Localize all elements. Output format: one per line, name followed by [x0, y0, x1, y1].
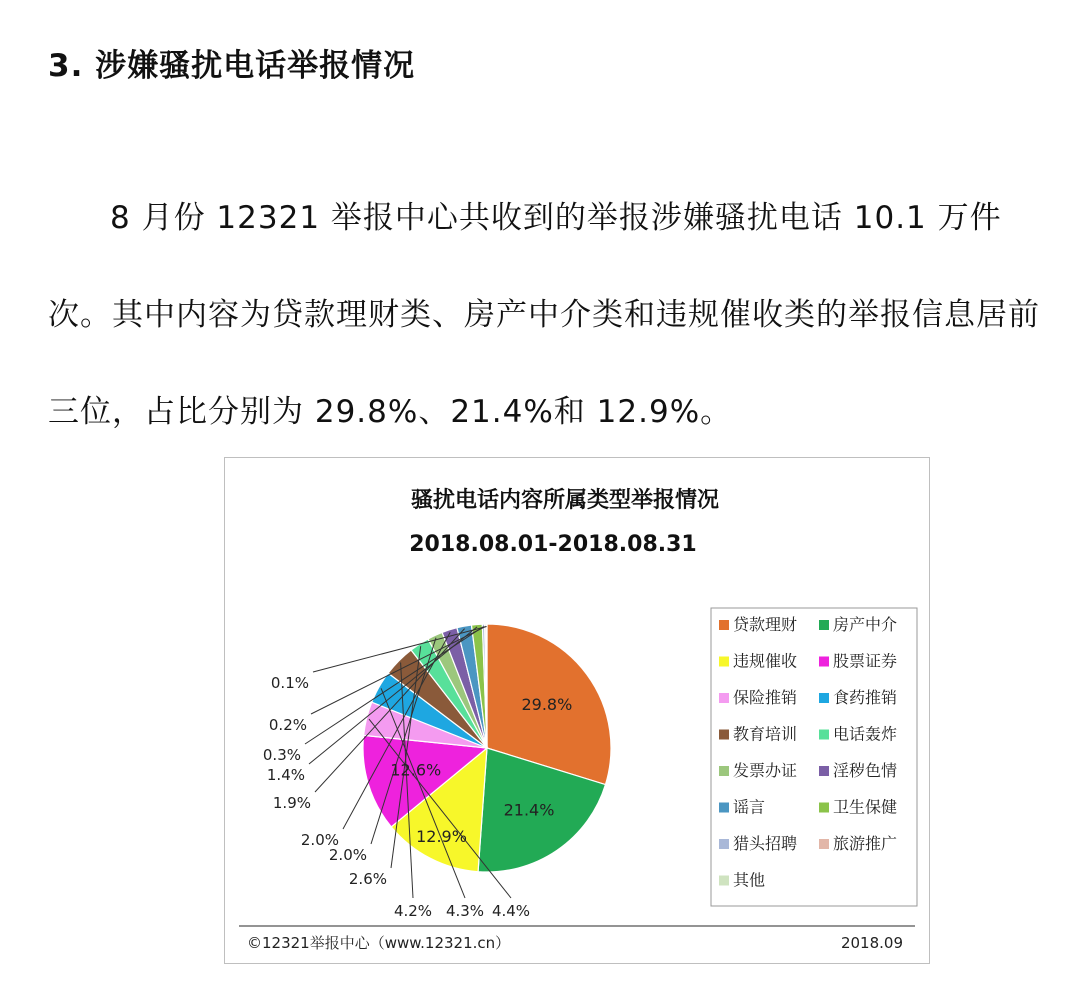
- summary-paragraph: 8 月份 12321 举报中心共收到的举报涉嫌骚扰电话 10.1 万件次。其中内容为贷款理财类、房产中介类和违规催收类的举报信息居前三位，占比分别为 29.8%、21.4%和 12.9%。: [48, 200, 1040, 430]
- chart-legend: [711, 608, 917, 906]
- legend-swatch: [719, 803, 729, 813]
- chart-footer-source: ©12321举报中心（www.12321.cn）: [247, 934, 511, 952]
- legend-label: 其他: [733, 870, 766, 890]
- slice-label: 2.0%: [300, 831, 339, 849]
- legend-swatch: [819, 657, 829, 667]
- slice-label: 29.8%: [521, 694, 573, 714]
- legend-swatch: [719, 730, 729, 740]
- legend-label: 保险推销: [733, 688, 798, 707]
- pie-chart: [225, 458, 929, 963]
- pie-chart-panel: [224, 457, 930, 964]
- pie-slices: [363, 624, 611, 872]
- legend-label: 股票证券: [833, 651, 898, 671]
- legend-label: 食药推销: [833, 688, 898, 707]
- slice-label: 0.3%: [262, 746, 301, 764]
- slice-label: 2.6%: [348, 870, 387, 888]
- legend-label: 谣言: [733, 797, 766, 817]
- legend-label: 旅游推广: [833, 834, 898, 853]
- section-heading: 3. 涉嫌骚扰电话举报情况: [48, 48, 416, 84]
- legend-label: 卫生保健: [833, 797, 898, 817]
- legend-label: 猎头招聘: [733, 834, 798, 853]
- pie-slice: [486, 624, 487, 748]
- legend-label: 淫秽色情: [833, 761, 898, 780]
- legend-label: 发票办证: [733, 761, 798, 780]
- legend-swatch: [719, 839, 729, 849]
- legend-swatch: [819, 839, 829, 849]
- chart-footer-date: 2018.09: [840, 934, 903, 952]
- legend-swatch: [819, 693, 829, 703]
- legend-label: 违规催收: [733, 651, 798, 671]
- legend-label: 贷款理财: [733, 615, 798, 634]
- slice-label: 1.4%: [266, 766, 305, 784]
- slice-label: 4.2%: [393, 902, 433, 920]
- legend-swatch: [719, 620, 729, 630]
- slice-label: 1.9%: [272, 794, 311, 812]
- slice-label: 4.4%: [491, 902, 531, 920]
- legend-swatch: [719, 766, 729, 776]
- legend-label: 教育培训: [733, 724, 798, 744]
- chart-subtitle: 2018.08.01-2018.08.31: [409, 532, 697, 557]
- slice-label: 0.1%: [270, 674, 309, 692]
- slice-label: 12.9%: [416, 827, 467, 847]
- slice-label: 4.3%: [445, 902, 485, 920]
- slice-label: 12.6%: [390, 760, 442, 780]
- legend-swatch: [719, 693, 729, 703]
- legend-swatch: [719, 657, 729, 667]
- slice-label: 21.4%: [503, 800, 555, 820]
- legend-swatch: [819, 766, 829, 776]
- legend-swatch: [819, 730, 829, 740]
- legend-swatch: [719, 876, 729, 886]
- legend-swatch: [819, 803, 829, 813]
- legend-label: 电话轰炸: [833, 724, 898, 744]
- legend-label: 房产中介: [833, 615, 898, 634]
- slice-label: 0.2%: [268, 716, 307, 734]
- legend-swatch: [819, 620, 829, 630]
- chart-title: 骚扰电话内容所属类型举报情况: [410, 488, 720, 513]
- slice-label: 2.0%: [328, 846, 367, 864]
